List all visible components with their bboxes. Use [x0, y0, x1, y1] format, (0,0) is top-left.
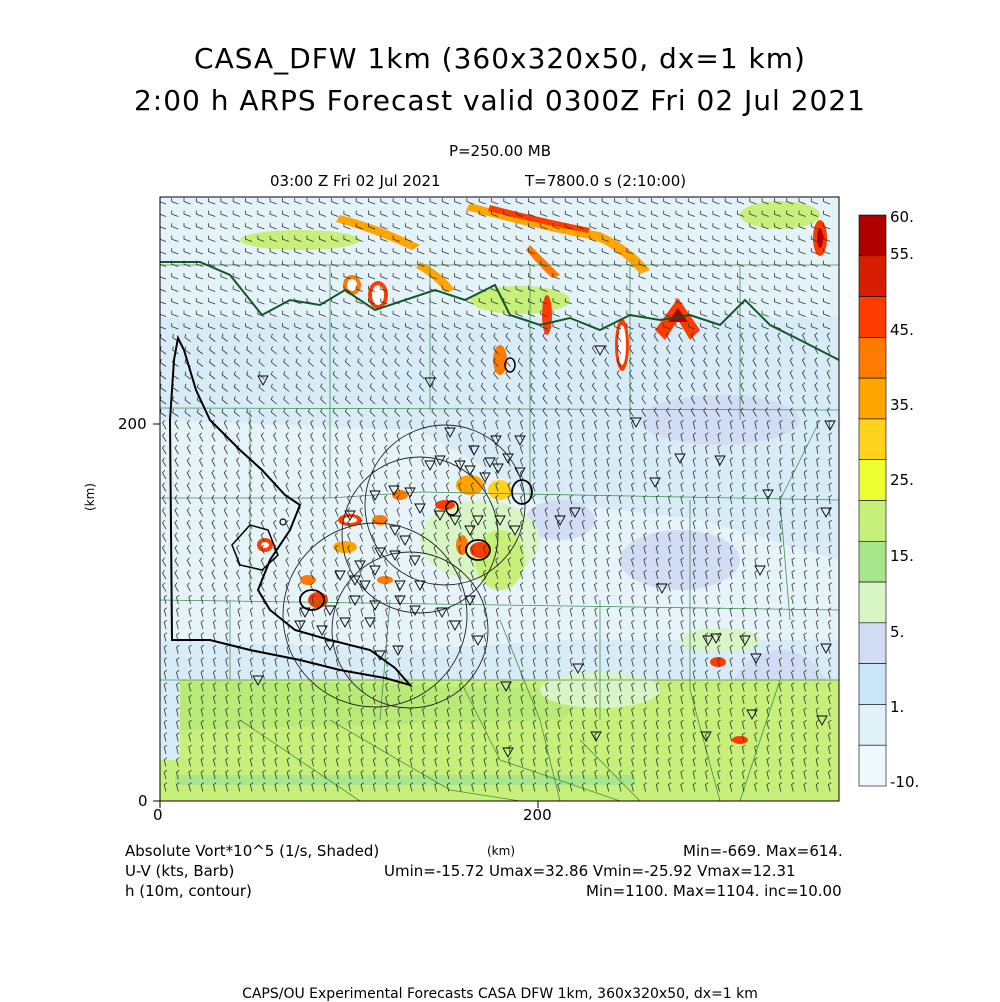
- colorbar-box: [859, 256, 886, 297]
- colorbar-label: 55.: [890, 245, 914, 263]
- colorbar-box: [859, 704, 886, 745]
- colorbar-box: [859, 378, 886, 419]
- colorbar-label: 60.: [890, 208, 914, 226]
- colorbar-label: 1.: [890, 698, 905, 716]
- colorbar-label: 5.: [890, 623, 905, 641]
- colorbar-box: [859, 582, 886, 623]
- plot-title-line1: CASA_DFW 1km (360x320x50, dx=1 km): [194, 42, 806, 75]
- pressure-level-label: P=250.00 MB: [448, 142, 552, 160]
- colorbar-label: 35.: [890, 396, 914, 414]
- x-tick-0: 0: [153, 806, 163, 824]
- y-axis-unit: (km): [83, 482, 98, 512]
- y-tick-0: 0: [138, 792, 148, 810]
- legend-field-wind: U-V (kts, Barb): [125, 862, 235, 880]
- forecast-time-label: T=7800.0 s (2:10:00): [525, 172, 687, 190]
- x-axis-unit: (km): [487, 844, 516, 858]
- legend-height-stats: Min=1100. Max=1104. inc=10.00: [586, 882, 842, 900]
- legend-field-height: h (10m, contour): [125, 882, 252, 900]
- x-tick-200: 200: [523, 806, 552, 824]
- colorbar-label: 25.: [890, 471, 914, 489]
- colorbar-box: [859, 419, 886, 460]
- colorbar-label: 45.: [890, 321, 914, 339]
- y-tick-200: 200: [118, 415, 147, 433]
- colorbar-box: [859, 297, 886, 338]
- colorbar-label: 15.: [890, 547, 914, 565]
- footer-credit: CAPS/OU Experimental Forecasts CASA DFW 1km, 360x320x50, dx=1 km: [242, 986, 758, 1002]
- colorbar-box: [859, 623, 886, 664]
- legend-field-vorticity: Absolute Vort*10^5 (1/s, Shaded): [125, 842, 380, 860]
- legend-wind-stats: Umin=-15.72 Umax=32.86 Vmin=-25.92 Vmax=12.31: [384, 862, 796, 880]
- valid-time-label: 03:00 Z Fri 02 Jul 2021: [270, 172, 441, 190]
- colorbar-label: -10.: [890, 773, 920, 791]
- colorbar-box: [859, 460, 886, 501]
- colorbar-box: [859, 664, 886, 705]
- plot-title-line2: 2:00 h ARPS Forecast valid 0300Z Fri 02 Jul 2021: [133, 84, 866, 117]
- colorbar-box: [859, 745, 886, 786]
- colorbar-box: [859, 501, 886, 542]
- legend-vorticity-stats: Min=-669. Max=614.: [683, 842, 843, 860]
- colorbar-box: [859, 337, 886, 378]
- colorbar-box: [859, 215, 886, 256]
- colorbar-box: [859, 541, 886, 582]
- colorbar: [859, 215, 886, 786]
